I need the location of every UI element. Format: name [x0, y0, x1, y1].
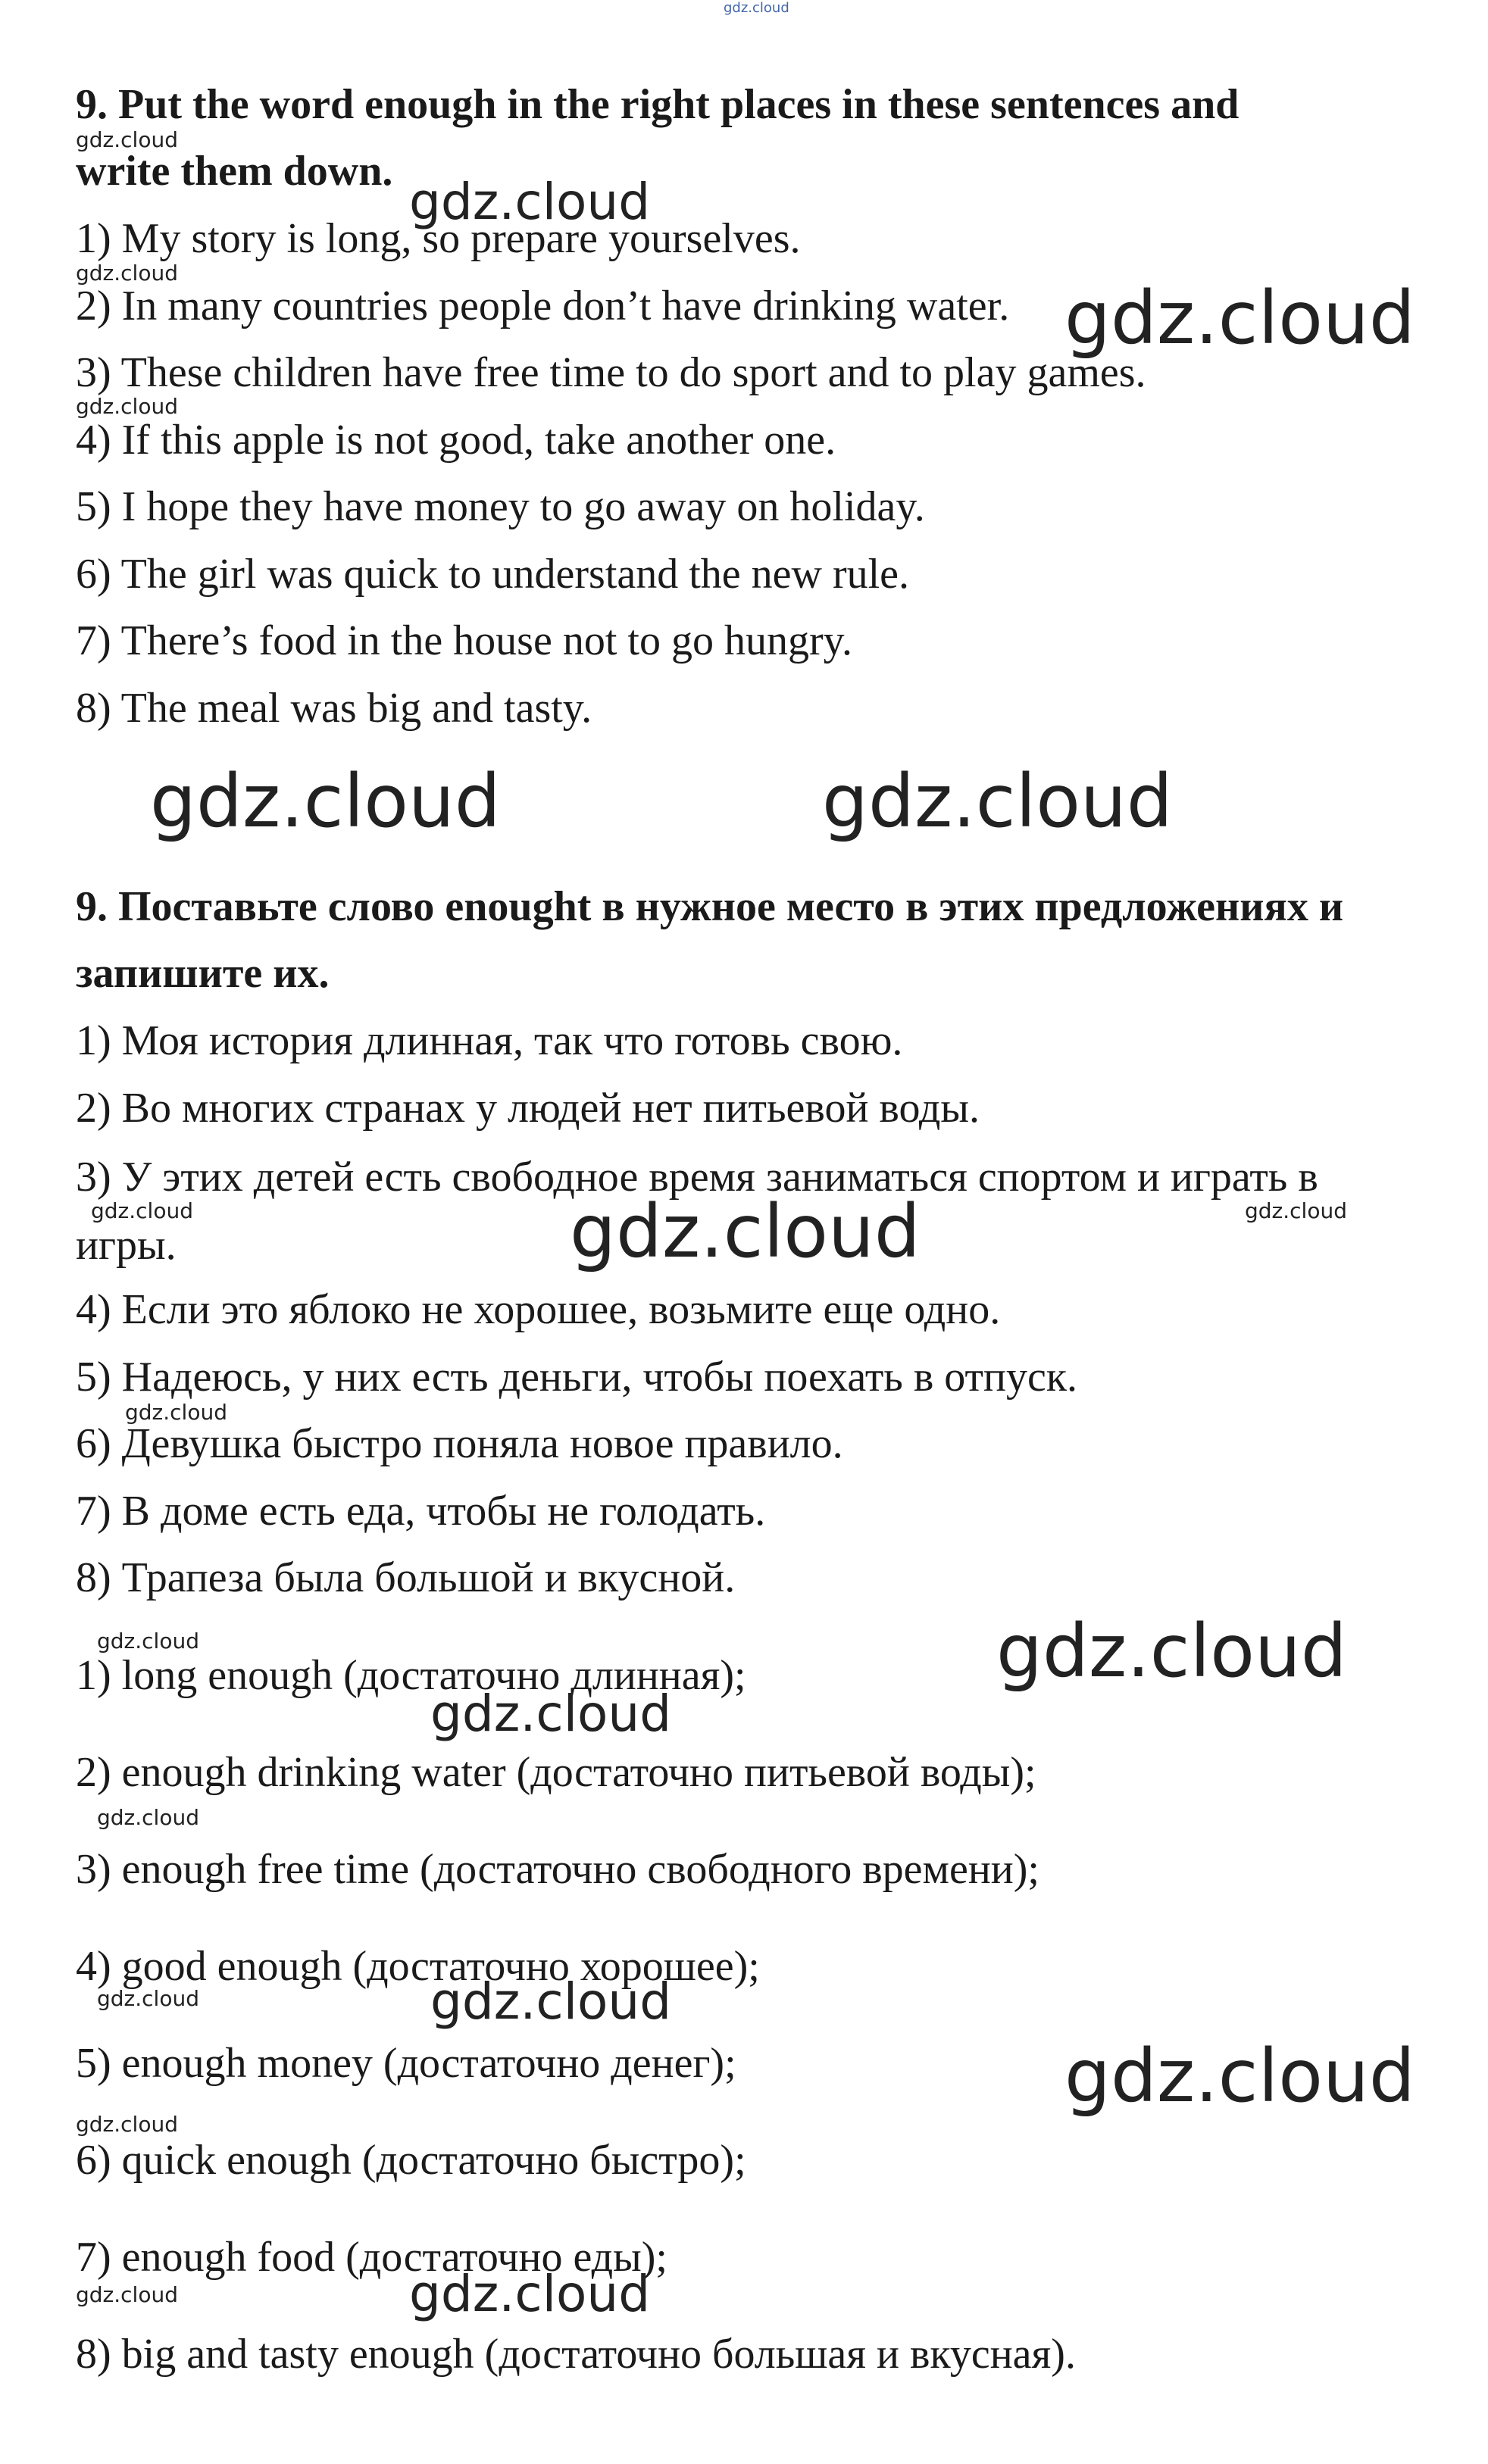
russian-item-5: 5) Надеюсь, у них есть деньги, чтобы поехать в отпуск.	[76, 1354, 1078, 1401]
watermark: gdz.cloud	[76, 261, 178, 286]
watermark: gdz.cloud	[97, 1986, 199, 2011]
watermark: gdz.cloud	[570, 1189, 921, 1274]
watermark: gdz.cloud	[125, 1400, 227, 1425]
watermark: gdz.cloud	[1064, 2034, 1415, 2119]
task-heading-russian: 9. Поставьте слово enought в нужное место в этих предложениях и запишите их.	[76, 883, 1344, 997]
english-item-4: 4) If this apple is not good, take another one.	[76, 417, 836, 464]
answer-4: 4) good enough (достаточно хорошее);	[76, 1943, 760, 1990]
watermark: gdz.cloud	[409, 173, 651, 231]
answer-3: 3) enough free time (достаточно свободного времени);	[76, 1846, 1039, 1893]
russian-item-8: 8) Трапеза была большой и вкусной.	[76, 1554, 736, 1601]
watermark: gdz.cloud	[76, 394, 178, 419]
english-item-6: 6) The girl was quick to understand the new rule.	[76, 551, 910, 598]
watermark: gdz.cloud	[76, 127, 178, 152]
watermark: gdz.cloud	[97, 1805, 199, 1830]
watermark: gdz.cloud	[97, 1629, 199, 1654]
watermark: gdz.cloud	[430, 1972, 672, 2031]
russian-item-7: 7) В доме есть еда, чтобы не голодать.	[76, 1488, 766, 1535]
watermark: gdz.cloud	[76, 2112, 178, 2137]
watermark: gdz.cloud	[409, 2265, 651, 2323]
answer-1: 1) long enough (достаточно длинная);	[76, 1652, 746, 1699]
english-item-1: 1) My story is long, so prepare yourselves.	[76, 215, 801, 262]
russian-item-1: 1) Моя история длинная, так что готовь свою.	[76, 1017, 903, 1064]
answer-2: 2) enough drinking water (достаточно питьевой воды);	[76, 1749, 1036, 1796]
watermark: gdz.cloud	[91, 1198, 193, 1223]
watermark: gdz.cloud	[1245, 1198, 1347, 1223]
russian-item-6: 6) Девушка быстро поняла новое правило.	[76, 1420, 843, 1467]
english-item-3: 3) These children have free time to do sport and to play games.	[76, 349, 1146, 396]
russian-item-4: 4) Если это яблоко не хорошее, возьмите еще одно.	[76, 1286, 1001, 1333]
english-item-8: 8) The meal was big and tasty.	[76, 685, 592, 732]
answer-5: 5) enough money (достаточно денег);	[76, 2040, 736, 2087]
russian-item-2: 2) Во многих странах у людей нет питьевой воды.	[76, 1085, 980, 1132]
watermark: gdz.cloud	[430, 1685, 672, 1743]
task-heading-english-line1: 9. Put the word enough in the right places in these sentences and	[76, 81, 1239, 128]
answer-6: 6) quick enough (достаточно быстро);	[76, 2137, 746, 2184]
watermark: gdz.cloud	[150, 759, 501, 844]
watermark: gdz.cloud	[724, 0, 789, 16]
english-item-5: 5) I hope they have money to go away on holiday.	[76, 483, 925, 530]
task-heading-english	[76, 71, 1424, 205]
russian-item-3: 3) У этих детей есть свободное время заниматься спортом и играть в игры.	[76, 1154, 1318, 1269]
task-heading-english-line2: write them down.	[76, 148, 393, 195]
answer-8: 8) big and tasty enough (достаточно большая и вкусная).	[76, 2331, 1076, 2378]
watermark: gdz.cloud	[822, 759, 1173, 844]
english-item-7: 7) There’s food in the house not to go hungry.	[76, 617, 852, 664]
watermark: gdz.cloud	[996, 1609, 1347, 1694]
watermark: gdz.cloud	[76, 2282, 178, 2307]
watermark: gdz.cloud	[1064, 276, 1415, 361]
english-item-2: 2) In many countries people don’t have drinking water.	[76, 283, 1010, 329]
answer-7: 7) enough food (достаточно еды);	[76, 2234, 667, 2281]
